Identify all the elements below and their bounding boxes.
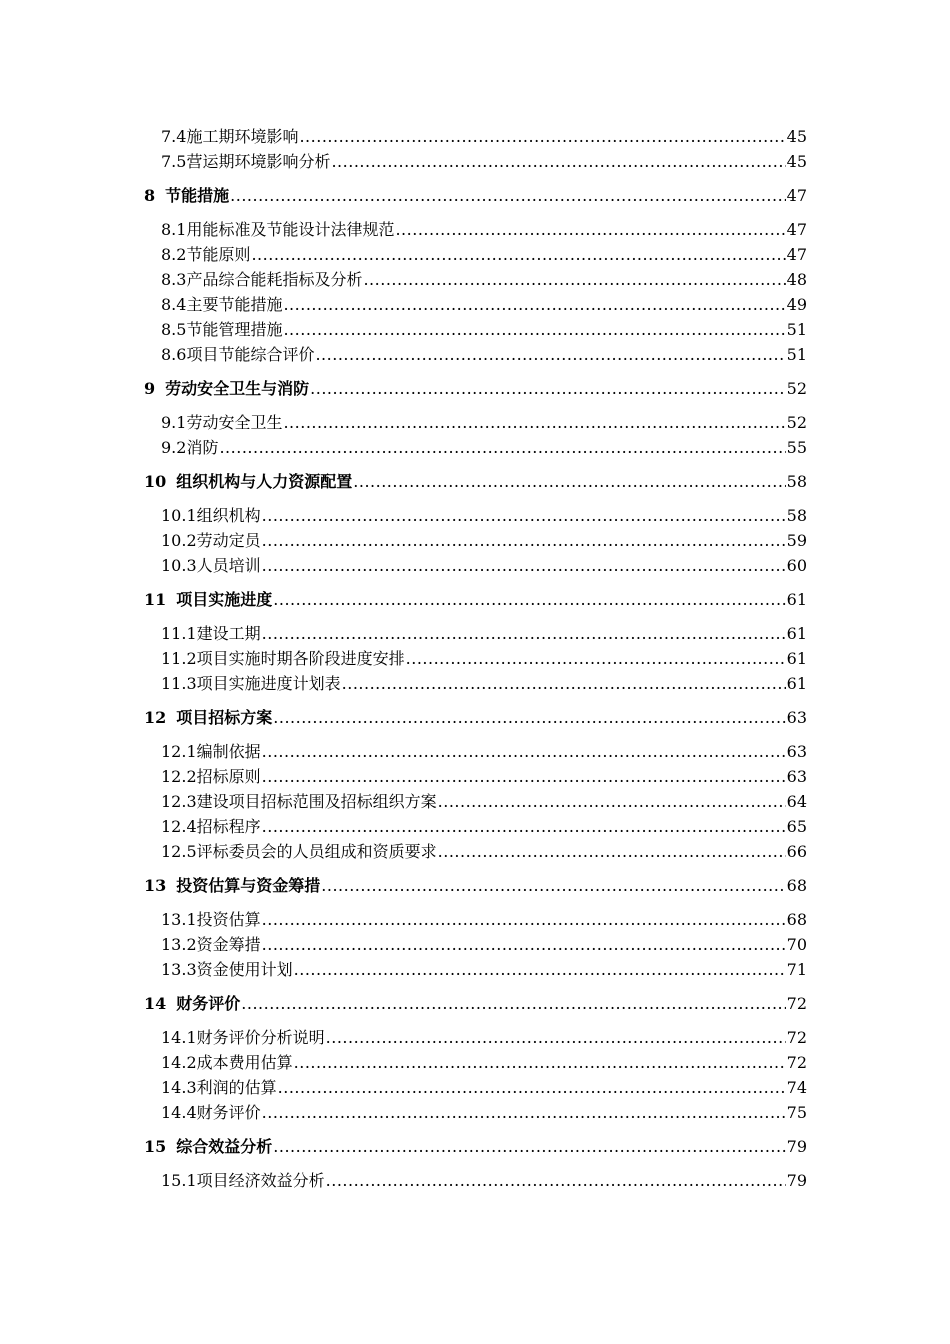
toc-chapter-entry[interactable] [144,991,807,1016]
toc-entry-number: 14.2 [161,1053,197,1072]
toc-entry-page-number: 55 [786,438,807,457]
toc-section-entry[interactable] [161,435,807,460]
toc-entry-page-number: 72 [786,994,807,1013]
toc-entry-title: 项目招标方案 [176,708,273,727]
dot-leader [273,587,785,612]
toc-entry-title: 项目节能综合评价 [186,345,315,364]
toc-entry-title: 组织机构 [196,506,261,525]
dot-leader [438,839,786,864]
toc-entry-number: 11 [144,590,167,609]
dot-leader [262,621,786,646]
toc-entry-page-number: 61 [786,624,807,643]
toc-entry-page-number: 52 [786,413,807,432]
toc-entry-title: 节能原则 [186,245,251,264]
dot-leader [262,1100,786,1125]
toc-entry-number: 7.4 [161,127,187,146]
toc-section-entry[interactable] [161,528,807,553]
toc-entry-number: 10.3 [161,556,197,575]
toc-entry-title: 项目实施进度计划表 [196,674,341,693]
toc-entry-page-number: 71 [786,960,807,979]
dot-leader [273,705,785,730]
dot-leader [326,1168,786,1193]
dot-leader [262,907,786,932]
toc-entry-number: 15 [144,1137,167,1156]
dot-leader [273,1134,785,1159]
toc-chapter-entry[interactable] [144,1134,807,1159]
toc-entry-title: 建设工期 [196,624,261,643]
toc-section-entry[interactable] [161,242,807,267]
toc-entry-title: 劳动定员 [196,531,261,550]
dot-leader [326,1025,786,1050]
toc-section-entry[interactable] [161,1100,807,1125]
toc-entry-page-number: 45 [786,127,807,146]
toc-entry-number: 10 [144,472,167,491]
toc-section-entry[interactable] [161,217,807,242]
toc-entry-page-number: 60 [786,556,807,575]
toc-section-entry[interactable] [161,1050,807,1075]
toc-entry-number: 11.1 [161,624,197,643]
toc-entry-title: 项目实施进度 [176,590,273,609]
toc-entry-page-number: 61 [786,590,807,609]
dot-leader [262,739,786,764]
toc-section-entry[interactable] [161,267,807,292]
toc-entry-title: 组织机构与人力资源配置 [176,472,353,491]
dot-leader [283,317,785,342]
toc-section-entry[interactable] [161,317,807,342]
toc-section-entry[interactable] [161,149,807,174]
toc-entry-number: 9.2 [161,438,187,457]
toc-entry-title: 节能措施 [165,186,230,205]
toc-section-entry[interactable] [161,621,807,646]
dot-leader [283,292,785,317]
toc-entry-number: 9 [144,379,156,398]
toc-entry-page-number: 61 [786,674,807,693]
toc-entry-title: 财务评价 [176,994,241,1013]
toc-entry-title: 劳动安全卫生 [186,413,283,432]
toc-entry-number: 13.1 [161,910,197,929]
toc-entry-title: 劳动安全卫生与消防 [165,379,310,398]
dot-leader [310,376,785,401]
toc-entry-number: 15.1 [161,1171,197,1190]
toc-entry-page-number: 70 [786,935,807,954]
toc-section-entry[interactable] [161,292,807,317]
toc-entry-number: 8.1 [161,220,187,239]
toc-entry-page-number: 58 [786,472,807,491]
toc-section-entry[interactable] [161,932,807,957]
toc-section-entry[interactable] [161,764,807,789]
toc-entry-page-number: 74 [786,1078,807,1097]
dot-leader [230,183,785,208]
dot-leader [299,124,785,149]
toc-entry-number: 12.1 [161,742,197,761]
toc-entry-title: 利润的估算 [196,1078,277,1097]
toc-section-entry[interactable] [161,342,807,367]
toc-entry-title: 施工期环境影响 [186,127,299,146]
dot-leader [241,991,785,1016]
toc-entry-title: 建设项目招标范围及招标组织方案 [196,792,437,811]
toc-entry-page-number: 48 [786,270,807,289]
toc-section-entry[interactable] [161,739,807,764]
table-of-contents [0,124,950,1193]
toc-entry-page-number: 68 [786,910,807,929]
dot-leader [278,1075,786,1100]
toc-section-entry[interactable] [161,957,807,982]
toc-entry-number: 7.5 [161,152,187,171]
dot-leader [395,217,785,242]
toc-entry-number: 11.2 [161,649,197,668]
toc-entry-page-number: 52 [786,379,807,398]
toc-entry-title: 人员培训 [196,556,261,575]
toc-entry-number: 8.2 [161,245,187,264]
toc-entry-title: 投资估算 [196,910,261,929]
dot-leader [251,242,785,267]
toc-section-entry[interactable] [161,646,807,671]
dot-leader [262,553,786,578]
toc-entry-page-number: 64 [786,792,807,811]
toc-entry-page-number: 45 [786,152,807,171]
toc-entry-number: 13 [144,876,167,895]
toc-entry-title: 主要节能措施 [186,295,283,314]
toc-section-entry[interactable] [161,1025,807,1050]
toc-entry-page-number: 61 [786,649,807,668]
toc-entry-number: 11.3 [161,674,197,693]
toc-entry-number: 10.1 [161,506,197,525]
toc-entry-number: 12.4 [161,817,197,836]
dot-leader [321,873,785,898]
toc-entry-title: 投资估算与资金筹措 [176,876,321,895]
toc-entry-page-number: 68 [786,876,807,895]
toc-chapter-entry[interactable] [144,469,807,494]
toc-chapter-entry[interactable] [144,183,807,208]
dot-leader [315,342,785,367]
toc-entry-number: 8 [144,186,156,205]
toc-entry-title: 招标程序 [196,817,261,836]
toc-entry-title: 产品综合能耗指标及分析 [186,270,363,289]
toc-entry-number: 12 [144,708,167,727]
toc-entry-number: 8.6 [161,345,187,364]
toc-chapter-entry[interactable] [144,873,807,898]
toc-entry-title: 消防 [186,438,219,457]
toc-entry-title: 资金筹措 [196,935,261,954]
toc-entry-title: 财务评价 [196,1103,261,1122]
toc-entry-number: 12.5 [161,842,197,861]
toc-entry-number: 9.1 [161,413,187,432]
toc-entry-page-number: 63 [786,708,807,727]
toc-entry-title: 项目经济效益分析 [196,1171,325,1190]
toc-section-entry[interactable] [161,789,807,814]
toc-entry-page-number: 72 [786,1053,807,1072]
toc-entry-page-number: 58 [786,506,807,525]
dot-leader [262,503,786,528]
toc-entry-number: 12.2 [161,767,197,786]
dot-leader [283,410,785,435]
toc-entry-title: 招标原则 [196,767,261,786]
toc-entry-title: 财务评价分析说明 [196,1028,325,1047]
toc-entry-title: 项目实施时期各阶段进度安排 [196,649,405,668]
toc-section-entry[interactable] [161,124,807,149]
dot-leader [438,789,786,814]
toc-chapter-entry[interactable] [144,705,807,730]
toc-section-entry[interactable] [161,671,807,696]
toc-entry-page-number: 49 [786,295,807,314]
toc-entry-title: 综合效益分析 [176,1137,273,1156]
toc-entry-number: 14 [144,994,167,1013]
dot-leader [353,469,785,494]
toc-section-entry[interactable] [161,1168,807,1193]
dot-leader [262,932,786,957]
toc-section-entry[interactable] [161,410,807,435]
dot-leader [294,957,786,982]
dot-leader [262,814,786,839]
dot-leader [363,267,785,292]
toc-entry-title: 营运期环境影响分析 [186,152,331,171]
toc-section-entry[interactable] [161,814,807,839]
toc-section-entry[interactable] [161,1075,807,1100]
dot-leader [262,764,786,789]
toc-entry-title: 节能管理措施 [186,320,283,339]
toc-section-entry[interactable] [161,839,807,864]
toc-section-entry[interactable] [161,907,807,932]
toc-entry-number: 10.2 [161,531,197,550]
toc-entry-page-number: 47 [786,245,807,264]
toc-entry-page-number: 63 [786,742,807,761]
toc-entry-title: 成本费用估算 [196,1053,293,1072]
toc-entry-page-number: 51 [786,345,807,364]
toc-section-entry[interactable] [161,553,807,578]
toc-entry-page-number: 75 [786,1103,807,1122]
toc-entry-page-number: 79 [786,1171,807,1190]
toc-entry-number: 14.3 [161,1078,197,1097]
toc-entry-number: 12.3 [161,792,197,811]
toc-section-entry[interactable] [161,503,807,528]
toc-entry-title: 用能标准及节能设计法律规范 [186,220,395,239]
toc-chapter-entry[interactable] [144,376,807,401]
toc-entry-number: 8.3 [161,270,187,289]
toc-entry-page-number: 47 [786,220,807,239]
dot-leader [262,528,786,553]
toc-entry-page-number: 63 [786,767,807,786]
toc-entry-page-number: 59 [786,531,807,550]
dot-leader [342,671,786,696]
toc-entry-number: 14.4 [161,1103,197,1122]
toc-entry-page-number: 65 [786,817,807,836]
toc-entry-page-number: 72 [786,1028,807,1047]
toc-entry-number: 8.4 [161,295,187,314]
toc-entry-page-number: 66 [786,842,807,861]
dot-leader [219,435,785,460]
toc-entry-title: 编制依据 [196,742,261,761]
toc-entry-title: 资金使用计划 [196,960,293,979]
toc-entry-title: 评标委员会的人员组成和资质要求 [196,842,437,861]
toc-entry-number: 8.5 [161,320,187,339]
dot-leader [294,1050,786,1075]
dot-leader [406,646,786,671]
toc-entry-page-number: 79 [786,1137,807,1156]
dot-leader [331,149,785,174]
toc-entry-number: 13.2 [161,935,197,954]
toc-entry-page-number: 51 [786,320,807,339]
toc-entry-number: 14.1 [161,1028,197,1047]
toc-entry-page-number: 47 [786,186,807,205]
toc-chapter-entry[interactable] [144,587,807,612]
toc-entry-number: 13.3 [161,960,197,979]
